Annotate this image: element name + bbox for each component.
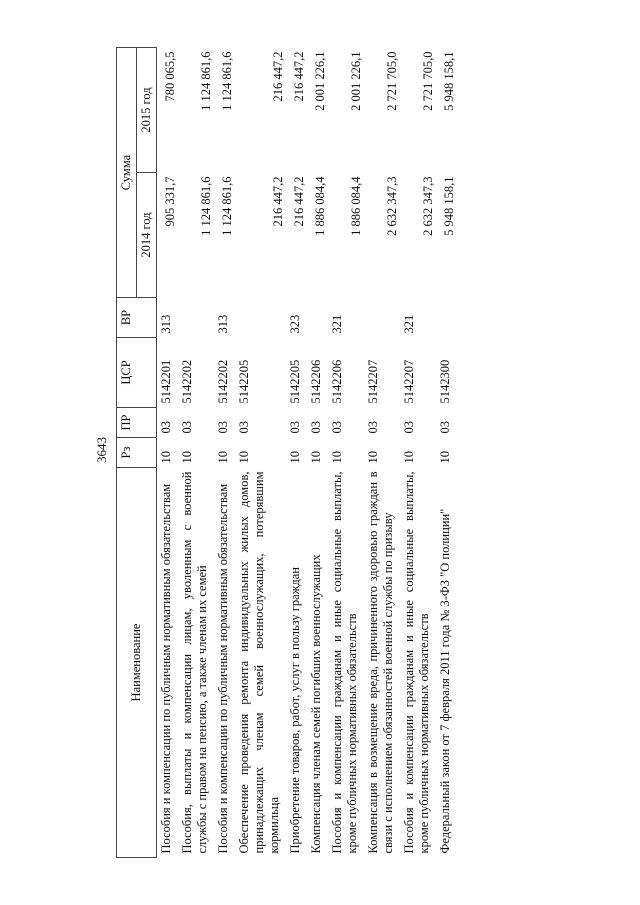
rotated-page [86, 48, 556, 858]
row-name: Пособия и компенсации гражданам и иные социальные выплаты, кроме публичных нормативных обязательств [330, 471, 359, 854]
row-name: Компенсация членам семей погибших военнослужащих [309, 554, 323, 854]
row-name: Пособия и компенсации по публичным нормативным обязательствам [159, 483, 173, 854]
row-csr: 5142206 [309, 359, 323, 404]
page-number: 3643 [94, 437, 109, 463]
row-value-2015: 216 447,2 [271, 51, 285, 102]
table-row [157, 48, 179, 858]
row-rz: 10 [288, 451, 302, 464]
header-rz: Рз [117, 438, 157, 468]
row-name: Обеспечение проведения ремонта индивидуальных жилых домов, принадлежащих членам семей военнослужащих, потерявшим кормильца [237, 471, 281, 854]
row-value-2014: 1 124 861,6 [220, 176, 234, 236]
row-value-2015: 216 447,2 [292, 51, 306, 102]
row-pr: 03 [330, 421, 344, 434]
row-vr: 313 [216, 314, 230, 334]
row-value-2015: 2 721 705,0 [385, 51, 399, 111]
row-value-2014: 216 447,2 [292, 176, 306, 227]
row-vr [364, 298, 400, 338]
row-vr [307, 298, 328, 338]
row-rz: 10 [366, 451, 380, 464]
header-name: Наименование [117, 468, 157, 858]
row-name: Пособия, выплаты и компенсации лицам, уволенным с военной службы с правом на пенсию, а также членам их семей [180, 471, 209, 854]
table-row [307, 48, 328, 858]
row-vr: 313 [159, 314, 173, 334]
row-value-2014: 5 948 158,1 [442, 176, 456, 236]
row-name: Федеральный закон от 7 февраля 2011 года № 3-ФЗ "О полиции" [438, 508, 452, 854]
row-value-2014: 2 632 347,3 [385, 176, 399, 236]
row-pr: 03 [402, 421, 416, 434]
table-row [436, 48, 457, 858]
row-pr: 03 [288, 421, 302, 434]
row-vr [235, 298, 286, 338]
row-rz: 10 [180, 451, 194, 464]
header-2015: 2015 год [137, 48, 157, 173]
row-value-2014: 1 886 084,4 [349, 176, 363, 236]
row-value-2015: 2 001 226,1 [313, 51, 327, 111]
row-value-2014: 905 331,7 [163, 176, 177, 227]
header-2014: 2014 год [137, 173, 157, 298]
row-rz: 10 [402, 451, 416, 464]
header-csr: ЦСР [117, 338, 157, 408]
row-csr: 5142300 [438, 359, 452, 404]
table-row [178, 48, 214, 858]
budget-table [116, 47, 457, 858]
header-pr: ПР [117, 408, 157, 438]
row-csr: 5142206 [330, 359, 344, 404]
table-row [286, 48, 307, 858]
row-rz: 10 [216, 451, 230, 464]
row-value-2014: 1 124 861,6 [199, 176, 213, 236]
row-rz: 10 [159, 451, 173, 464]
table-row [400, 48, 436, 858]
row-pr: 03 [159, 421, 173, 434]
row-name: Приобретение товаров, работ, услуг в пользу граждан [288, 567, 302, 854]
row-value-2014: 2 632 347,3 [421, 176, 435, 236]
header-vr: ВР [117, 298, 157, 338]
row-csr: 5142202 [216, 359, 230, 404]
row-rz: 10 [438, 451, 452, 464]
row-csr: 5142205 [237, 359, 251, 404]
table-body [157, 48, 458, 858]
row-csr: 5142201 [159, 359, 173, 404]
row-csr: 5142207 [366, 359, 380, 404]
row-value-2015: 2 001 226,1 [349, 51, 363, 111]
row-pr: 03 [237, 421, 251, 434]
table-row [214, 48, 235, 858]
row-value-2014: 1 886 084,4 [313, 176, 327, 236]
table-row [364, 48, 400, 858]
row-rz: 10 [237, 451, 251, 464]
row-value-2015: 1 124 861,6 [220, 51, 234, 111]
row-rz: 10 [309, 451, 323, 464]
table-row [328, 48, 364, 858]
row-vr: 323 [288, 314, 302, 334]
row-pr: 03 [366, 421, 380, 434]
row-value-2015: 2 721 705,0 [421, 51, 435, 111]
row-vr [436, 298, 457, 338]
table-row [235, 48, 286, 858]
row-name: Пособия и компенсации по публичным нормативным обязательствам [216, 483, 230, 854]
row-csr: 5142205 [288, 359, 302, 404]
row-value-2015: 5 948 158,1 [442, 51, 456, 111]
header-sum: Сумма [117, 48, 137, 298]
row-name: Пособия и компенсации гражданам и иные социальные выплаты, кроме публичных нормативных обязательств [402, 471, 431, 854]
row-vr: 321 [402, 314, 416, 334]
row-pr: 03 [216, 421, 230, 434]
row-name: Компенсация в возмещение вреда, причиненного здоровью граждан в связи с исполнением обязанностей военной службы по призыву [366, 471, 395, 854]
row-value-2015: 780 065,5 [163, 51, 177, 102]
row-value-2014: 216 447,2 [271, 176, 285, 227]
row-pr: 03 [438, 421, 452, 434]
row-pr: 03 [309, 421, 323, 434]
row-vr [178, 298, 214, 338]
row-pr: 03 [180, 421, 194, 434]
row-rz: 10 [330, 451, 344, 464]
row-vr: 321 [330, 314, 344, 334]
row-csr: 5142207 [402, 359, 416, 404]
row-csr: 5142202 [180, 359, 194, 404]
row-value-2015: 1 124 861,6 [199, 51, 213, 111]
